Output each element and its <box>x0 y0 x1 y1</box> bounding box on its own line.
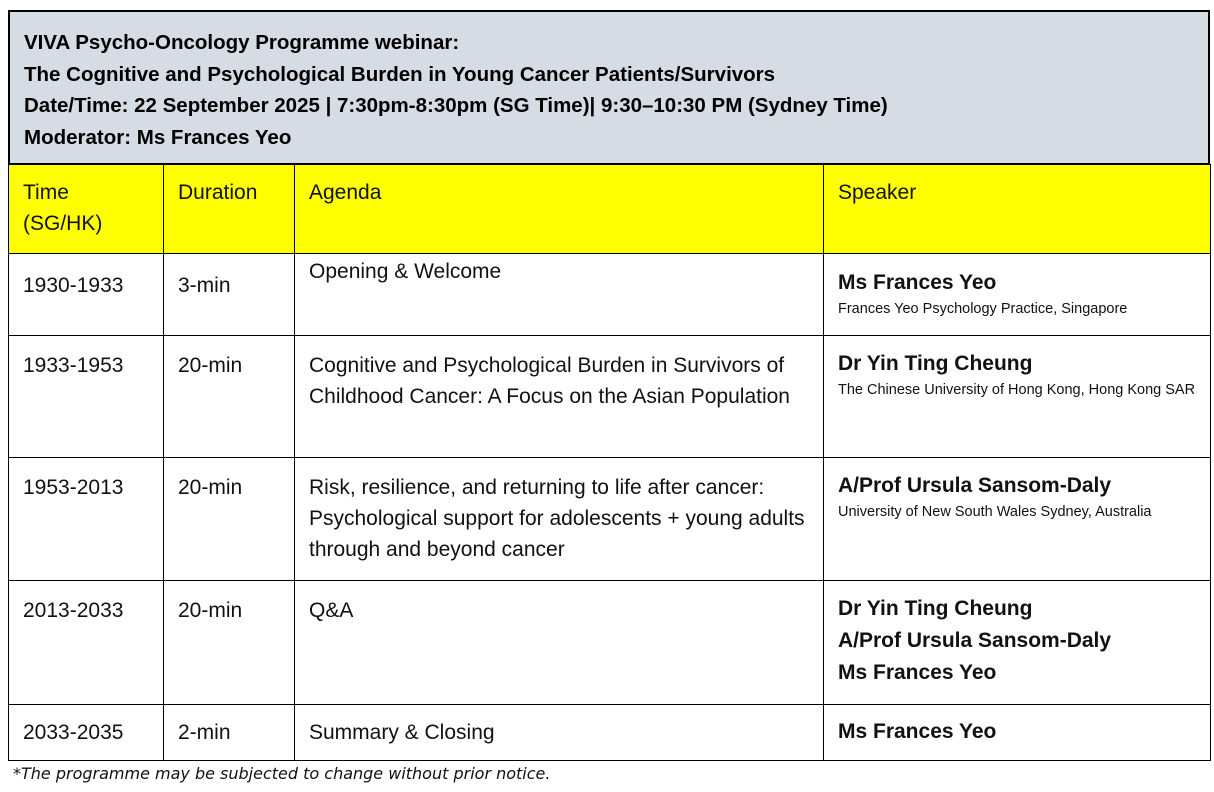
row-time: 1953-2013 <box>9 458 164 581</box>
speaker-name: Dr Yin Ting Cheung <box>838 597 1033 620</box>
webinar-topic: The Cognitive and Psychological Burden in Young Cancer Patients/Survivors <box>24 62 776 86</box>
row-speaker <box>824 581 1211 705</box>
speaker-name: Ms Frances Yeo <box>838 271 997 294</box>
table-row <box>9 705 1211 761</box>
speaker-name: A/Prof Ursula Sansom-Daly <box>838 474 1112 497</box>
row-speaker <box>824 458 1211 581</box>
row-duration: 20-min <box>164 458 295 581</box>
row-agenda: Opening & Welcome <box>295 254 824 336</box>
row-speaker <box>824 336 1211 458</box>
table-header-row <box>9 165 1211 254</box>
speaker-name: A/Prof Ursula Sansom-Daly <box>838 629 1112 652</box>
row-agenda: Risk, resilience, and returning to life after cancer: Psychological support for adolescents + young adults through and beyond cancer <box>295 458 824 581</box>
webinar-header <box>8 10 1210 164</box>
row-agenda: Summary & Closing <box>295 705 824 761</box>
row-speaker <box>824 705 1211 761</box>
speaker-name: Dr Yin Ting Cheung <box>838 352 1033 375</box>
header-duration: Duration <box>164 165 295 254</box>
footnote: *The programme may be subjected to change without prior notice. <box>13 764 551 783</box>
row-duration: 20-min <box>164 336 295 458</box>
row-time: 1933-1953 <box>9 336 164 458</box>
row-time: 1930-1933 <box>9 254 164 336</box>
speaker-name: Ms Frances Yeo <box>838 661 997 684</box>
header-agenda: Agenda <box>295 165 824 254</box>
header-time <box>9 165 164 254</box>
table-row <box>9 458 1211 581</box>
header-time-zone: (SG/HK) <box>23 212 103 235</box>
webinar-datetime: Date/Time: 22 September 2025 | 7:30pm-8:30pm (SG Time)| 9:30–10:30 PM (Sydney Time) <box>24 94 888 117</box>
agenda-table <box>8 164 1211 761</box>
row-speaker <box>824 254 1211 336</box>
row-duration: 3-min <box>164 254 295 336</box>
webinar-moderator: Moderator: Ms Frances Yeo <box>24 125 292 149</box>
row-time: 2013-2033 <box>9 581 164 705</box>
row-agenda: Q&A <box>295 581 824 705</box>
programme-title: VIVA Psycho-Oncology Programme webinar: <box>24 31 460 54</box>
speaker-affiliation: The Chinese University of Hong Kong, Hong Kong SAR <box>838 382 1196 398</box>
speaker-affiliation: University of New South Wales Sydney, Australia <box>838 504 1152 520</box>
speaker-affiliation: Frances Yeo Psychology Practice, Singapore <box>838 301 1128 317</box>
table-row <box>9 581 1211 705</box>
header-time-label: Time <box>23 181 69 204</box>
row-duration: 20-min <box>164 581 295 705</box>
speaker-name: Ms Frances Yeo <box>838 720 997 743</box>
table-row <box>9 254 1211 336</box>
header-speaker: Speaker <box>824 165 1211 254</box>
table-row <box>9 336 1211 458</box>
row-time: 2033-2035 <box>9 705 164 761</box>
row-duration: 2-min <box>164 705 295 761</box>
agenda-document <box>8 10 1210 761</box>
row-agenda: Cognitive and Psychological Burden in Survivors of Childhood Cancer: A Focus on the Asian Population <box>295 336 824 458</box>
